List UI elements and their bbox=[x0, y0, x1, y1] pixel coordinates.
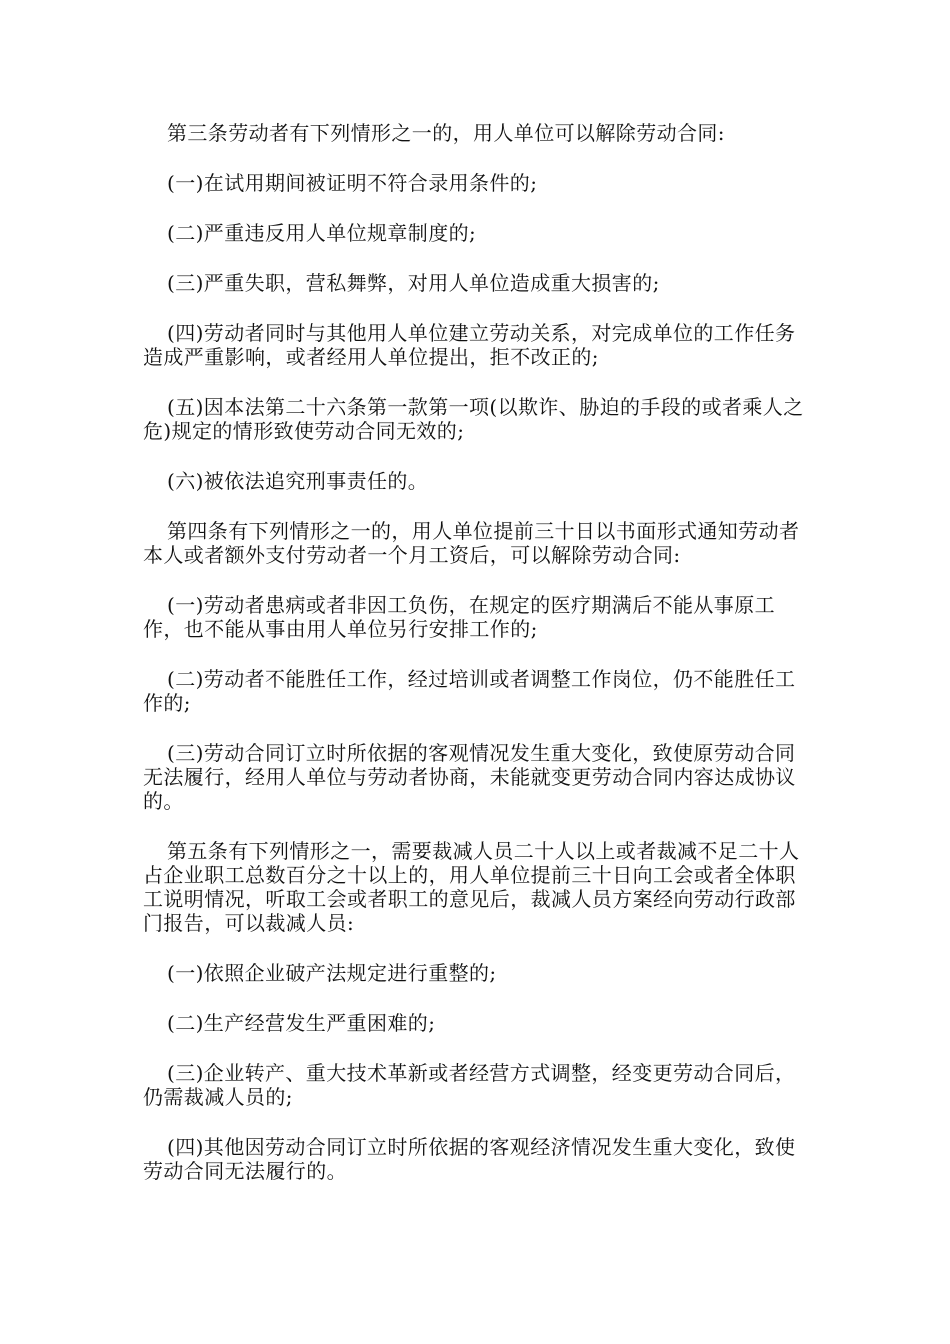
article-4-item-2: (二)劳动者不能胜任工作，经过培训或者调整工作岗位，仍不能胜任工作的; bbox=[143, 667, 796, 715]
article-3-item-2: (二)严重违反用人单位规章制度的; bbox=[167, 221, 477, 245]
article-5-item-2: (二)生产经营发生严重困难的; bbox=[167, 1011, 436, 1035]
article-3-item-5: (五)因本法第二十六条第一款第一项(以欺诈、胁迫的手段的或者乘人之危)规定的情形致使劳动合同无效的; bbox=[143, 395, 804, 443]
article-3-item-6: (六)被依法追究刑事责任的。 bbox=[167, 469, 429, 493]
article-5-item-4: (四)其他因劳动合同订立时所依据的客观经济情况发生重大变化，致使劳动合同无法履行的。 bbox=[143, 1135, 796, 1183]
article-4-heading: 第四条有下列情形之一的，用人单位提前三十日以书面形式通知劳动者本人或者额外支付劳动者一个月工资后，可以解除劳动合同: bbox=[143, 519, 800, 567]
document-body bbox=[143, 121, 811, 1209]
article-5-heading: 第五条有下列情形之一，需要裁减人员二十人以上或者裁减不足二十人占企业职工总数百分之十以上的，用人单位提前三十日向工会或者全体职工说明情况，听取工会或者职工的意见后，裁减人员方案经向劳动行政部门报告，可以裁减人员: bbox=[143, 839, 800, 935]
article-5-item-1: (一)依照企业破产法规定进行重整的; bbox=[167, 961, 497, 985]
article-3-item-1: (一)在试用期间被证明不符合录用条件的; bbox=[167, 171, 538, 195]
article-3-item-4: (四)劳动者同时与其他用人单位建立劳动关系，对完成单位的工作任务造成严重影响，或者经用人单位提出，拒不改正的; bbox=[143, 321, 796, 369]
article-5-item-3: (三)企业转产、重大技术革新或者经营方式调整，经变更劳动合同后，仍需裁减人员的; bbox=[143, 1061, 796, 1109]
article-3-heading: 第三条劳动者有下列情形之一的，用人单位可以解除劳动合同: bbox=[167, 121, 725, 145]
article-4-item-1: (一)劳动者患病或者非因工负伤，在规定的医疗期满后不能从事原工作，也不能从事由用人单位另行安排工作的; bbox=[143, 593, 776, 641]
article-4-item-3: (三)劳动合同订立时所依据的客观情况发生重大变化，致使原劳动合同无法履行，经用人单位与劳动者协商，未能就变更劳动合同内容达成协议的。 bbox=[143, 741, 796, 813]
article-3-item-3: (三)严重失职，营私舞弊，对用人单位造成重大损害的; bbox=[167, 271, 660, 295]
